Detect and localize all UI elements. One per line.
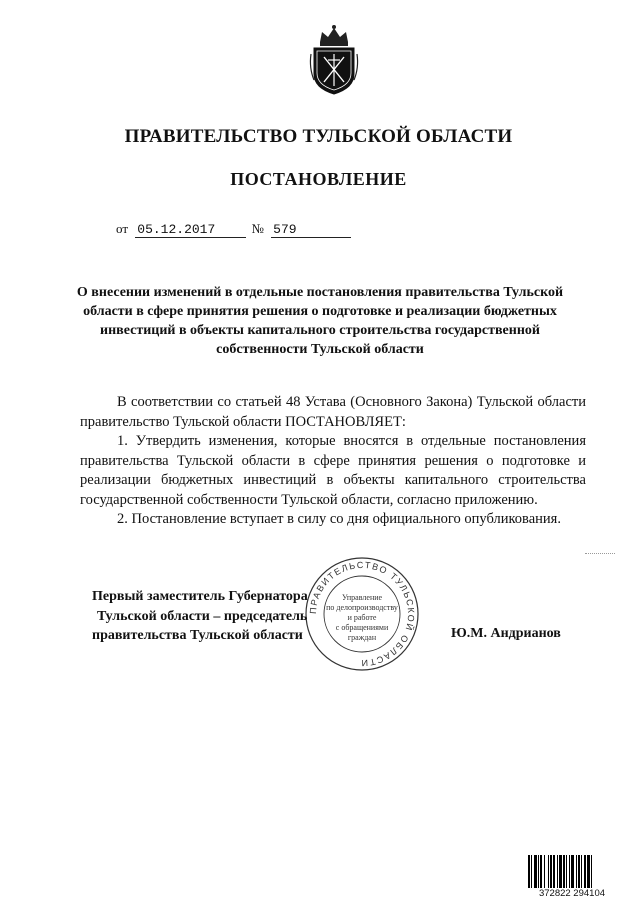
signer-name: Ю.М. Андрианов bbox=[451, 626, 561, 641]
paragraph-item-1: 1. Утвердить изменения, которые вносятся в отдельные постановления правительства Тульской области в сфере принятия решения о подготовке и реализации бюджетных инвестиций в объекты капитального строительства государственной собственности Тульской области, согласно приложению. bbox=[80, 433, 586, 508]
government-title: ПРАВИТЕЛЬСТВО ТУЛЬСКОЙ ОБЛАСТИ bbox=[124, 126, 513, 147]
barcode-number: 372822 294104 bbox=[527, 888, 617, 899]
seal-line-5: граждан bbox=[347, 633, 377, 642]
round-seal-icon bbox=[304, 556, 420, 672]
signer-line-1: Первый заместитель Губернатора bbox=[92, 589, 308, 604]
coat-of-arms-icon bbox=[308, 24, 360, 96]
signer-line-3: правительства Тульской области bbox=[92, 628, 303, 643]
signer-title bbox=[92, 587, 308, 646]
number-label: № bbox=[251, 221, 264, 236]
seal-line-2: по делопроизводству bbox=[326, 603, 398, 612]
document-subject: О внесении изменений в отдельные постановления правительства Тульской области в сфере принятия решения о подготовке и реализации бюджетных инвестиций в объекты капитального строительства государственной собственности Тульской области bbox=[76, 285, 564, 357]
signer-line-2: Тульской области – председатель bbox=[97, 608, 308, 624]
seal-ring-text: ПРАВИТЕЛЬСТВО ТУЛЬСКОЙ ОБЛАСТИ bbox=[307, 559, 417, 669]
seal-line-3: и работе bbox=[347, 613, 377, 622]
seal-line-1: Управление bbox=[341, 593, 383, 602]
date-label: от bbox=[116, 221, 129, 236]
document-type: ПОСТАНОВЛЕНИЕ bbox=[230, 169, 407, 189]
paragraph-preamble: В соответствии со статьей 48 Устава (Основного Закона) Тульской области правительство Тульской области ПОСТАНОВЛЯЕТ: bbox=[80, 394, 586, 430]
document-number: 579 bbox=[271, 222, 351, 238]
divider bbox=[585, 553, 615, 555]
seal-line-4: с обращениями bbox=[335, 623, 389, 632]
document-date: 05.12.2017 bbox=[135, 222, 246, 238]
document-meta bbox=[116, 221, 351, 238]
paragraph-item-2: 2. Постановление вступает в силу со дня официального опубликования. bbox=[117, 511, 561, 527]
